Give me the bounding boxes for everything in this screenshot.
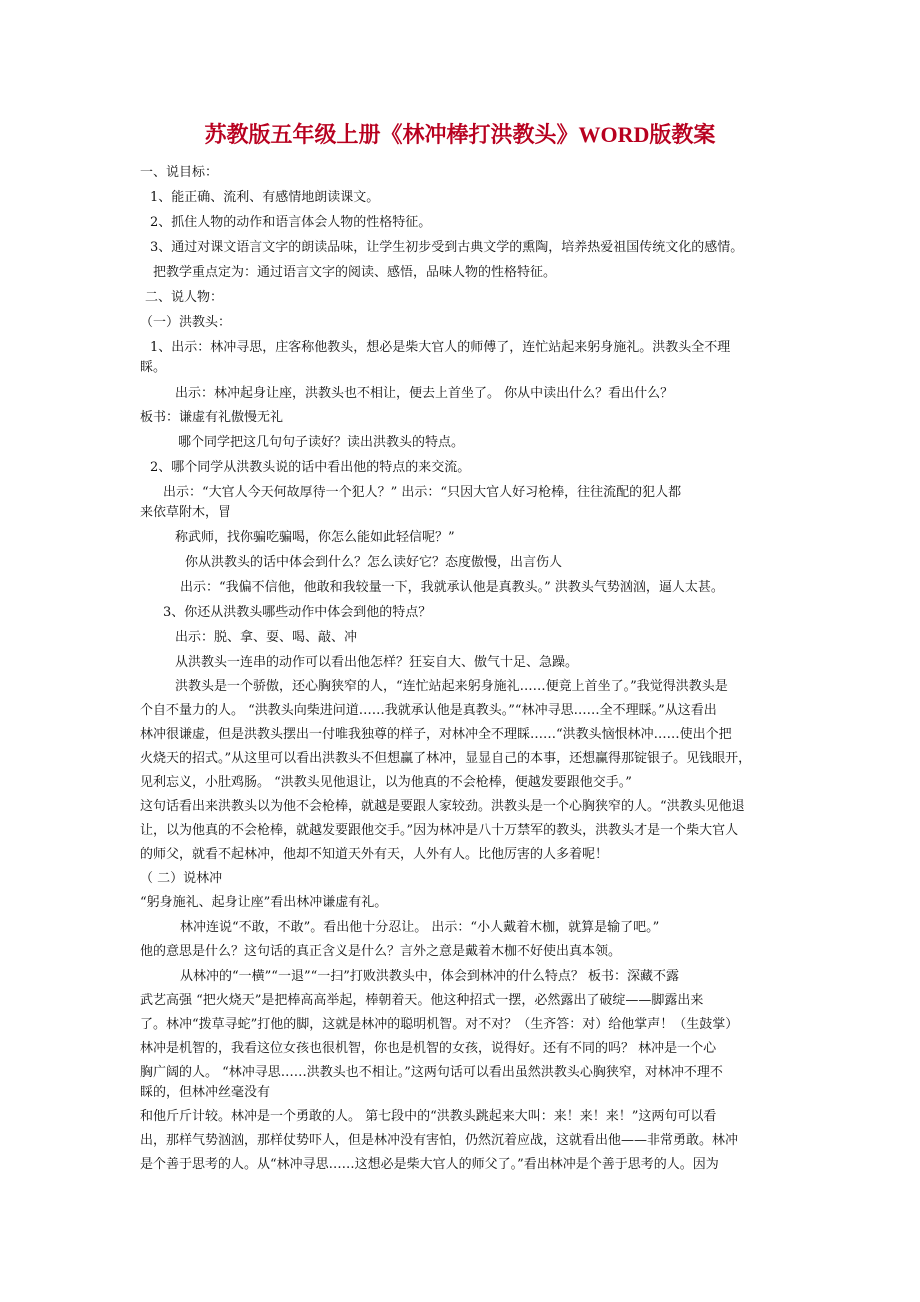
text-line: 哪个同学把这几句句子读好？读出洪教头的特点。: [178, 435, 465, 450]
text-line: 称武师，找你骗吃骗喝，你怎么能如此轻信呢？”: [175, 530, 455, 545]
text-line: 的师父，就看不起林冲，他却不知道天外有天，人外有人。比他厉害的人多着呢！: [140, 847, 609, 862]
text-line: 1、能正确、流利、有感情地朗读课文。: [150, 190, 380, 205]
text-line: 出示：“大官人今天何故厚待一个犯人？” 出示：“只因大官人好习枪棒，往往流配的犯人都: [163, 485, 682, 500]
text-line: “躬身施礼、起身让座”看出林冲谦虚有礼。: [140, 895, 388, 910]
text-line: 林冲连说“不敢，不敢”。看出他十分忍让。 出示：“小人戴着木枷，就算是输了吧。”: [180, 920, 660, 935]
text-line: 林冲是机智的，我看这位女孩也很机智，你也是机智的女孩，说得好。还有不同的吗？ 林冲是一个心: [140, 1041, 717, 1056]
text-line: 了。林冲“拨草寻蛇”打他的脚，这就是林冲的聪明机智。对不对？（生齐答：对）给他掌声！（生鼓掌）: [140, 1017, 739, 1032]
text-line: 见利忘义，小肚鸡肠。 “洪教头见他退让，以为他真的不会枪棒，便越发要跟他交手。”: [140, 775, 632, 790]
text-line: 睬的，但林冲丝毫没有: [140, 1085, 271, 1100]
text-line: 你从洪教头的话中体会到什么？怎么读好它？态度傲慢，出言伤人: [185, 555, 563, 570]
text-line: 从洪教头一连串的动作可以看出他怎样？狂妄自大、傲气十足、急躁。: [175, 655, 579, 670]
text-line: 从林冲的“一横”“一退”“一扫”打败洪教头中，体会到林冲的什么特点？ 板书：深藏不露: [180, 969, 680, 984]
text-line: 是个善于思考的人。从“林冲寻思……这想必是柴大官人的师父了。”看出林冲是个善于思考的人。因为: [140, 1157, 719, 1172]
text-line: 出，那样气势汹汹，那样仗势吓人，但是林冲没有害怕，仍然沉着应战，这就看出他——非常勇敢。林冲: [140, 1133, 739, 1148]
text-line: 板书：谦虚有礼傲慢无礼: [140, 410, 284, 425]
text-line: 2、抓住人物的动作和语言体会人物的性格特征。: [150, 215, 432, 230]
text-line: 3、你还从洪教头哪些动作中体会到他的特点？: [163, 605, 432, 620]
text-line: 洪教头是一个骄傲，还心胸狭窄的人，“连忙站起来躬身施礼……便竟上首坐了。”我觉得洪教头是: [175, 679, 728, 694]
text-line: （一）洪教头：: [140, 315, 232, 330]
text-line: 这句话看出来洪教头以为他不会枪棒，就越是要跟人家较劲。洪教头是一个心胸狭窄的人。“洪教头见他退: [140, 799, 745, 814]
text-line: 林冲很谦虚，但是洪教头摆出一付唯我独尊的样子，对林冲全不理睬……“洪教头恼恨林冲……使出个把: [140, 727, 732, 742]
text-line: 出示：脱、拿、耍、喝、敲、冲: [175, 630, 358, 645]
text-line: 让，以为他真的不会枪棒，就越发要跟他交手。”因为林冲是八十万禁军的教头，洪教头才是一个柴大官人: [140, 823, 739, 838]
text-line: 1、出示：林冲寻思，庄客称他教头，想必是柴大官人的师傅了，连忙站起来躬身施礼。洪教头全不理: [150, 340, 731, 355]
text-line: 武艺高强 “把火烧天”是把棒高高举起，棒朝着天。他这种招式一摆，必然露出了破绽——脚露出来: [140, 993, 704, 1008]
text-line: （ 二）说林冲: [140, 871, 223, 886]
text-line: 出示：林冲起身让座，洪教头也不相让，便去上首坐了。 你从中读出什么？看出什么？: [175, 386, 674, 401]
text-line: 和他斤斤计较。林冲是一个勇敢的人。 第七段中的“洪教头跳起来大叫：来！来！来！”这两句可以看: [140, 1109, 717, 1124]
text-line: 个自不量力的人。 “洪教头向柴进问道……我就承认他是真教头。”“林冲寻思……全不理睬。”从这看出: [140, 703, 717, 718]
text-line: 把教学重点定为：通过语言文字的阅读、感悟，品味人物的性格特征。: [153, 265, 557, 280]
text-line: 一、说目标：: [140, 165, 219, 180]
text-line: 2、哪个同学从洪教头说的话中看出他的特点的来交流。: [150, 460, 471, 475]
text-line: 他的意思是什么？这句话的真正含义是什么？言外之意是戴着木枷不好使出真本领。: [140, 944, 622, 959]
text-line: 睬。: [140, 360, 167, 375]
text-line: 出示：“我偏不信他，他敢和我较量一下，我就承认他是真教头。” 洪教头气势汹汹，逼人太甚。: [180, 580, 724, 595]
text-line: 3、通过对课文语言文字的朗读品味，让学生初步受到古典文学的熏陶，培养热爱祖国传统文化的感情。: [150, 240, 744, 255]
text-line: 来依草附木，冒: [140, 505, 232, 520]
text-line: 火烧天的招式。”从这里可以看出洪教头不但想赢了林冲，显显自己的本事，还想赢得那锭银子。见钱眼开，: [140, 751, 752, 766]
page-title: 苏教版五年级上册《林冲棒打洪教头》WORD版教案: [204, 122, 716, 147]
text-line: 胸广阔的人。 “林冲寻思……洪教头也不相让。”这两句话可以看出虽然洪教头心胸狭窄，对林冲不理不: [140, 1065, 723, 1080]
text-line: 二、说人物：: [145, 290, 224, 305]
